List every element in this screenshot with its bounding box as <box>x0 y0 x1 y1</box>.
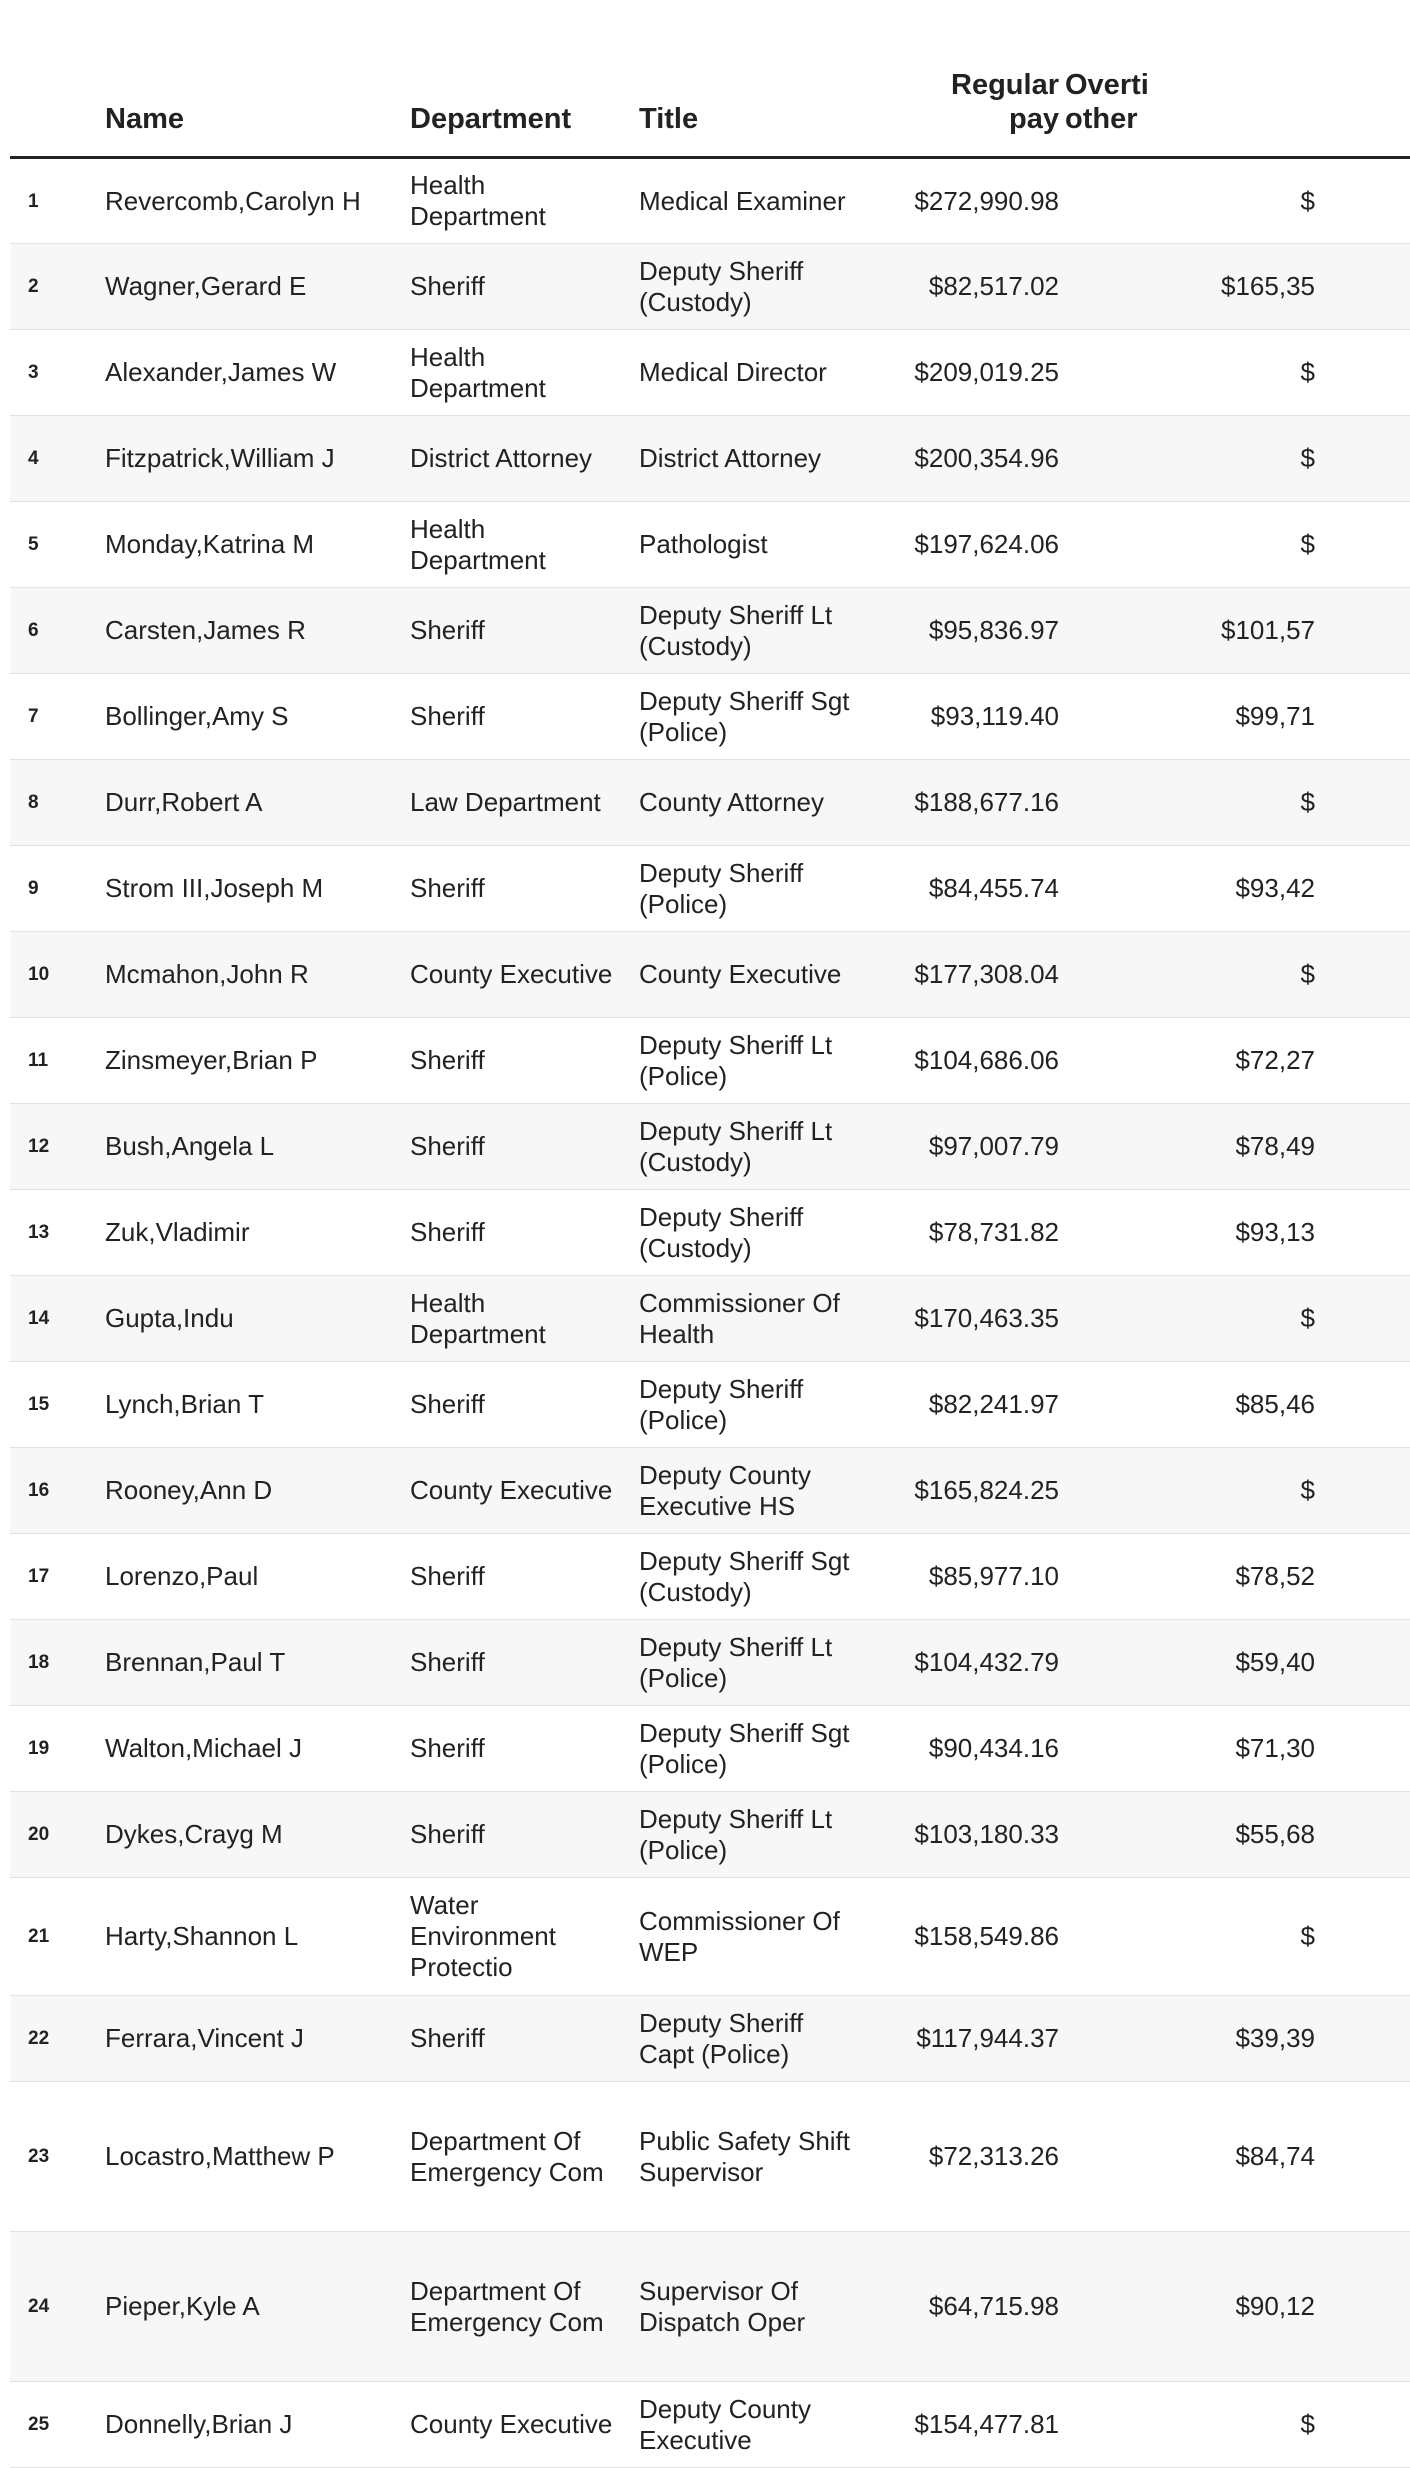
row-department: Sheriff <box>410 846 639 932</box>
row-overtime <box>1065 330 1410 416</box>
row-overtime-value: $84,74 <box>1235 2141 1315 2171</box>
row-name: Brennan,Paul T <box>105 1620 410 1706</box>
row-overtime <box>1065 2232 1410 2382</box>
row-overtime-value: $ <box>1300 185 1315 216</box>
table-row <box>10 932 1410 1018</box>
row-name: Harty,Shannon L <box>105 1878 410 1996</box>
header-title[interactable]: Title <box>639 0 868 158</box>
row-overtime-value: $85,46 <box>1235 1389 1315 1419</box>
table-row <box>10 674 1410 760</box>
row-department: County Executive <box>410 932 639 1018</box>
table-row <box>10 1706 1410 1792</box>
row-overtime <box>1065 1878 1410 1996</box>
row-overtime <box>1065 1996 1410 2082</box>
row-index: 1 <box>10 158 105 244</box>
row-name: Ferrara,Vincent J <box>105 1996 410 2082</box>
row-title: County Executive <box>639 932 868 1018</box>
row-department: Sheriff <box>410 244 639 330</box>
row-overtime-value: $59,40 <box>1235 1647 1315 1677</box>
row-name: Walton,Michael J <box>105 1706 410 1792</box>
row-overtime <box>1065 1792 1410 1878</box>
row-regular-pay: $85,977.10 <box>868 1534 1065 1620</box>
header-regular-pay[interactable] <box>868 0 1065 158</box>
header-department[interactable]: Department <box>410 0 639 158</box>
row-name: Fitzpatrick,William J <box>105 416 410 502</box>
row-title: Deputy Sheriff Lt (Police) <box>639 1792 868 1878</box>
row-index: 23 <box>10 2082 105 2232</box>
row-title: Deputy County Executive <box>639 2382 868 2468</box>
row-regular-pay: $209,019.25 <box>868 330 1065 416</box>
table-row <box>10 1362 1410 1448</box>
row-department: Sheriff <box>410 1534 639 1620</box>
row-overtime-value: $93,42 <box>1235 873 1315 903</box>
row-overtime-value: $90,12 <box>1235 2291 1315 2321</box>
header-overtime-line1: Overti <box>1065 69 1149 101</box>
header-regular-pay-line1: Regular <box>951 69 1059 101</box>
row-department: County Executive <box>410 2382 639 2468</box>
row-overtime-value: $99,71 <box>1235 701 1315 731</box>
table-row <box>10 244 1410 330</box>
row-index: 10 <box>10 932 105 1018</box>
table-row <box>10 1276 1410 1362</box>
row-name: Locastro,Matthew P <box>105 2082 410 2232</box>
row-name: Alexander,James W <box>105 330 410 416</box>
row-regular-pay: $93,119.40 <box>868 674 1065 760</box>
row-overtime <box>1065 416 1410 502</box>
row-name: Gupta,Indu <box>105 1276 410 1362</box>
row-index: 9 <box>10 846 105 932</box>
row-title: Commissioner Of WEP <box>639 1878 868 1996</box>
row-regular-pay: $90,434.16 <box>868 1706 1065 1792</box>
row-overtime-value: $ <box>1300 1303 1315 1333</box>
table-row <box>10 1190 1410 1276</box>
row-regular-pay: $272,990.98 <box>868 158 1065 244</box>
row-title: Public Safety Shift Supervisor <box>639 2082 868 2232</box>
row-title: Pathologist <box>639 502 868 588</box>
row-name: Revercomb,Carolyn H <box>105 158 410 244</box>
row-regular-pay: $97,007.79 <box>868 1104 1065 1190</box>
row-title: Commissioner Of Health <box>639 1276 868 1362</box>
row-department: Sheriff <box>410 1706 639 1792</box>
row-regular-pay: $154,477.81 <box>868 2382 1065 2468</box>
row-overtime <box>1065 2082 1410 2232</box>
header-index <box>10 0 105 158</box>
row-index: 2 <box>10 244 105 330</box>
row-title: Deputy Sheriff (Police) <box>639 1362 868 1448</box>
row-index: 6 <box>10 588 105 674</box>
row-index: 18 <box>10 1620 105 1706</box>
row-regular-pay: $82,517.02 <box>868 244 1065 330</box>
row-regular-pay: $200,354.96 <box>868 416 1065 502</box>
table-row <box>10 1996 1410 2082</box>
salary-table <box>10 0 1410 2468</box>
row-title: Deputy Sheriff Lt (Custody) <box>639 1104 868 1190</box>
row-regular-pay: $188,677.16 <box>868 760 1065 846</box>
header-overtime[interactable] <box>1065 0 1410 158</box>
row-title: District Attorney <box>639 416 868 502</box>
table-row <box>10 158 1410 244</box>
row-name: Lynch,Brian T <box>105 1362 410 1448</box>
row-overtime <box>1065 1018 1410 1104</box>
row-overtime <box>1065 1620 1410 1706</box>
row-department: Health Department <box>410 1276 639 1362</box>
row-name: Wagner,Gerard E <box>105 244 410 330</box>
row-index: 3 <box>10 330 105 416</box>
row-department: Sheriff <box>410 674 639 760</box>
row-overtime <box>1065 932 1410 1018</box>
row-overtime-value: $165,35 <box>1221 271 1315 301</box>
row-index: 12 <box>10 1104 105 1190</box>
row-overtime <box>1065 1534 1410 1620</box>
row-title: Supervisor Of Dispatch Oper <box>639 2232 868 2382</box>
row-regular-pay: $72,313.26 <box>868 2082 1065 2232</box>
row-title: Deputy Sheriff Lt (Police) <box>639 1620 868 1706</box>
row-department: Sheriff <box>410 1190 639 1276</box>
row-index: 14 <box>10 1276 105 1362</box>
row-overtime <box>1065 1362 1410 1448</box>
row-name: Bush,Angela L <box>105 1104 410 1190</box>
row-overtime <box>1065 158 1410 244</box>
row-title: Deputy Sheriff (Police) <box>639 846 868 932</box>
row-title: Deputy Sheriff Sgt (Police) <box>639 1706 868 1792</box>
row-department: Sheriff <box>410 1620 639 1706</box>
row-index: 13 <box>10 1190 105 1276</box>
row-department: Sheriff <box>410 588 639 674</box>
row-overtime <box>1065 674 1410 760</box>
table-row <box>10 1620 1410 1706</box>
row-overtime <box>1065 502 1410 588</box>
header-name[interactable]: Name <box>105 0 410 158</box>
row-title: Deputy Sheriff Lt (Police) <box>639 1018 868 1104</box>
row-overtime-value: $39,39 <box>1235 2023 1315 2053</box>
table-body <box>10 158 1410 2468</box>
row-overtime-value: $ <box>1300 357 1315 387</box>
row-index: 24 <box>10 2232 105 2382</box>
row-name: Zinsmeyer,Brian P <box>105 1018 410 1104</box>
table-row <box>10 1018 1410 1104</box>
row-regular-pay: $165,824.25 <box>868 1448 1065 1534</box>
row-regular-pay: $158,549.86 <box>868 1878 1065 1996</box>
row-index: 11 <box>10 1018 105 1104</box>
row-overtime-value: $ <box>1300 787 1315 817</box>
row-title: Deputy County Executive HS <box>639 1448 868 1534</box>
row-index: 5 <box>10 502 105 588</box>
table-row <box>10 760 1410 846</box>
row-overtime <box>1065 1706 1410 1792</box>
row-index: 20 <box>10 1792 105 1878</box>
row-overtime <box>1065 588 1410 674</box>
row-index: 4 <box>10 416 105 502</box>
table-row <box>10 588 1410 674</box>
row-name: Rooney,Ann D <box>105 1448 410 1534</box>
row-overtime-value: $ <box>1300 529 1315 559</box>
table-row <box>10 416 1410 502</box>
row-title: County Attorney <box>639 760 868 846</box>
row-overtime <box>1065 244 1410 330</box>
row-title: Medical Examiner <box>639 158 868 244</box>
row-department: Health Department <box>410 158 639 244</box>
table-header <box>10 0 1410 158</box>
row-name: Pieper,Kyle A <box>105 2232 410 2382</box>
row-name: Carsten,James R <box>105 588 410 674</box>
row-department: Department Of Emergency Com <box>410 2082 639 2232</box>
row-index: 17 <box>10 1534 105 1620</box>
header-regular-pay-line2: pay <box>1009 103 1059 135</box>
row-title: Deputy Sheriff Capt (Police) <box>639 1996 868 2082</box>
row-regular-pay: $104,686.06 <box>868 1018 1065 1104</box>
salary-table-container[interactable] <box>10 0 1315 2456</box>
row-overtime-value: $71,30 <box>1235 1733 1315 1763</box>
row-name: Zuk,Vladimir <box>105 1190 410 1276</box>
row-regular-pay: $103,180.33 <box>868 1792 1065 1878</box>
table-row <box>10 846 1410 932</box>
row-regular-pay: $170,463.35 <box>868 1276 1065 1362</box>
row-index: 25 <box>10 2382 105 2468</box>
table-row <box>10 1534 1410 1620</box>
table-row <box>10 2382 1410 2468</box>
table-row <box>10 1104 1410 1190</box>
row-overtime <box>1065 1276 1410 1362</box>
row-index: 19 <box>10 1706 105 1792</box>
table-row <box>10 2082 1410 2232</box>
row-overtime-value: $101,57 <box>1221 615 1315 645</box>
row-department: County Executive <box>410 1448 639 1534</box>
row-overtime-value: $72,27 <box>1235 1045 1315 1075</box>
row-regular-pay: $84,455.74 <box>868 846 1065 932</box>
row-title: Deputy Sheriff Sgt (Police) <box>639 674 868 760</box>
table-row <box>10 1878 1410 1996</box>
row-index: 8 <box>10 760 105 846</box>
table-row <box>10 1792 1410 1878</box>
row-name: Lorenzo,Paul <box>105 1534 410 1620</box>
row-department: Sheriff <box>410 1996 639 2082</box>
row-title: Deputy Sheriff (Custody) <box>639 1190 868 1276</box>
row-department: Sheriff <box>410 1362 639 1448</box>
row-overtime-value: $78,52 <box>1235 1561 1315 1591</box>
row-name: Monday,Katrina M <box>105 502 410 588</box>
row-name: Dykes,Crayg M <box>105 1792 410 1878</box>
row-department: Sheriff <box>410 1018 639 1104</box>
row-overtime-value: $78,49 <box>1235 1131 1315 1161</box>
row-name: Durr,Robert A <box>105 760 410 846</box>
row-department: Department Of Emergency Com <box>410 2232 639 2382</box>
row-overtime <box>1065 2382 1410 2468</box>
row-index: 15 <box>10 1362 105 1448</box>
row-index: 16 <box>10 1448 105 1534</box>
row-overtime-value: $ <box>1300 959 1315 989</box>
row-overtime <box>1065 1104 1410 1190</box>
row-department: Health Department <box>410 502 639 588</box>
row-overtime <box>1065 760 1410 846</box>
row-title: Medical Director <box>639 330 868 416</box>
row-department: District Attorney <box>410 416 639 502</box>
row-name: Strom III,Joseph M <box>105 846 410 932</box>
row-title: Deputy Sheriff (Custody) <box>639 244 868 330</box>
row-overtime-value: $ <box>1300 1475 1315 1505</box>
table-row <box>10 1448 1410 1534</box>
row-department: Law Department <box>410 760 639 846</box>
row-overtime-value: $55,68 <box>1235 1819 1315 1849</box>
row-regular-pay: $78,731.82 <box>868 1190 1065 1276</box>
row-title: Deputy Sheriff Sgt (Custody) <box>639 1534 868 1620</box>
row-department: Water Environment Protectio <box>410 1878 639 1996</box>
table-row <box>10 502 1410 588</box>
table-row <box>10 2232 1410 2382</box>
row-regular-pay: $104,432.79 <box>868 1620 1065 1706</box>
row-title: Deputy Sheriff Lt (Custody) <box>639 588 868 674</box>
row-regular-pay: $177,308.04 <box>868 932 1065 1018</box>
row-overtime <box>1065 1448 1410 1534</box>
row-regular-pay: $82,241.97 <box>868 1362 1065 1448</box>
row-overtime-value: $ <box>1300 1921 1315 1951</box>
row-overtime-value: $ <box>1300 2409 1315 2439</box>
header-overtime-line2: other <box>1065 103 1138 135</box>
row-index: 7 <box>10 674 105 760</box>
row-department: Health Department <box>410 330 639 416</box>
row-overtime-value: $ <box>1300 443 1315 473</box>
row-index: 21 <box>10 1878 105 1996</box>
row-regular-pay: $197,624.06 <box>868 502 1065 588</box>
row-index: 22 <box>10 1996 105 2082</box>
row-name: Bollinger,Amy S <box>105 674 410 760</box>
row-overtime <box>1065 1190 1410 1276</box>
row-regular-pay: $117,944.37 <box>868 1996 1065 2082</box>
row-regular-pay: $64,715.98 <box>868 2232 1065 2382</box>
row-name: Donnelly,Brian J <box>105 2382 410 2468</box>
row-department: Sheriff <box>410 1792 639 1878</box>
header-row <box>10 0 1410 158</box>
row-regular-pay: $95,836.97 <box>868 588 1065 674</box>
row-overtime-value: $93,13 <box>1235 1217 1315 1247</box>
table-row <box>10 330 1410 416</box>
row-overtime <box>1065 846 1410 932</box>
row-name: Mcmahon,John R <box>105 932 410 1018</box>
row-department: Sheriff <box>410 1104 639 1190</box>
